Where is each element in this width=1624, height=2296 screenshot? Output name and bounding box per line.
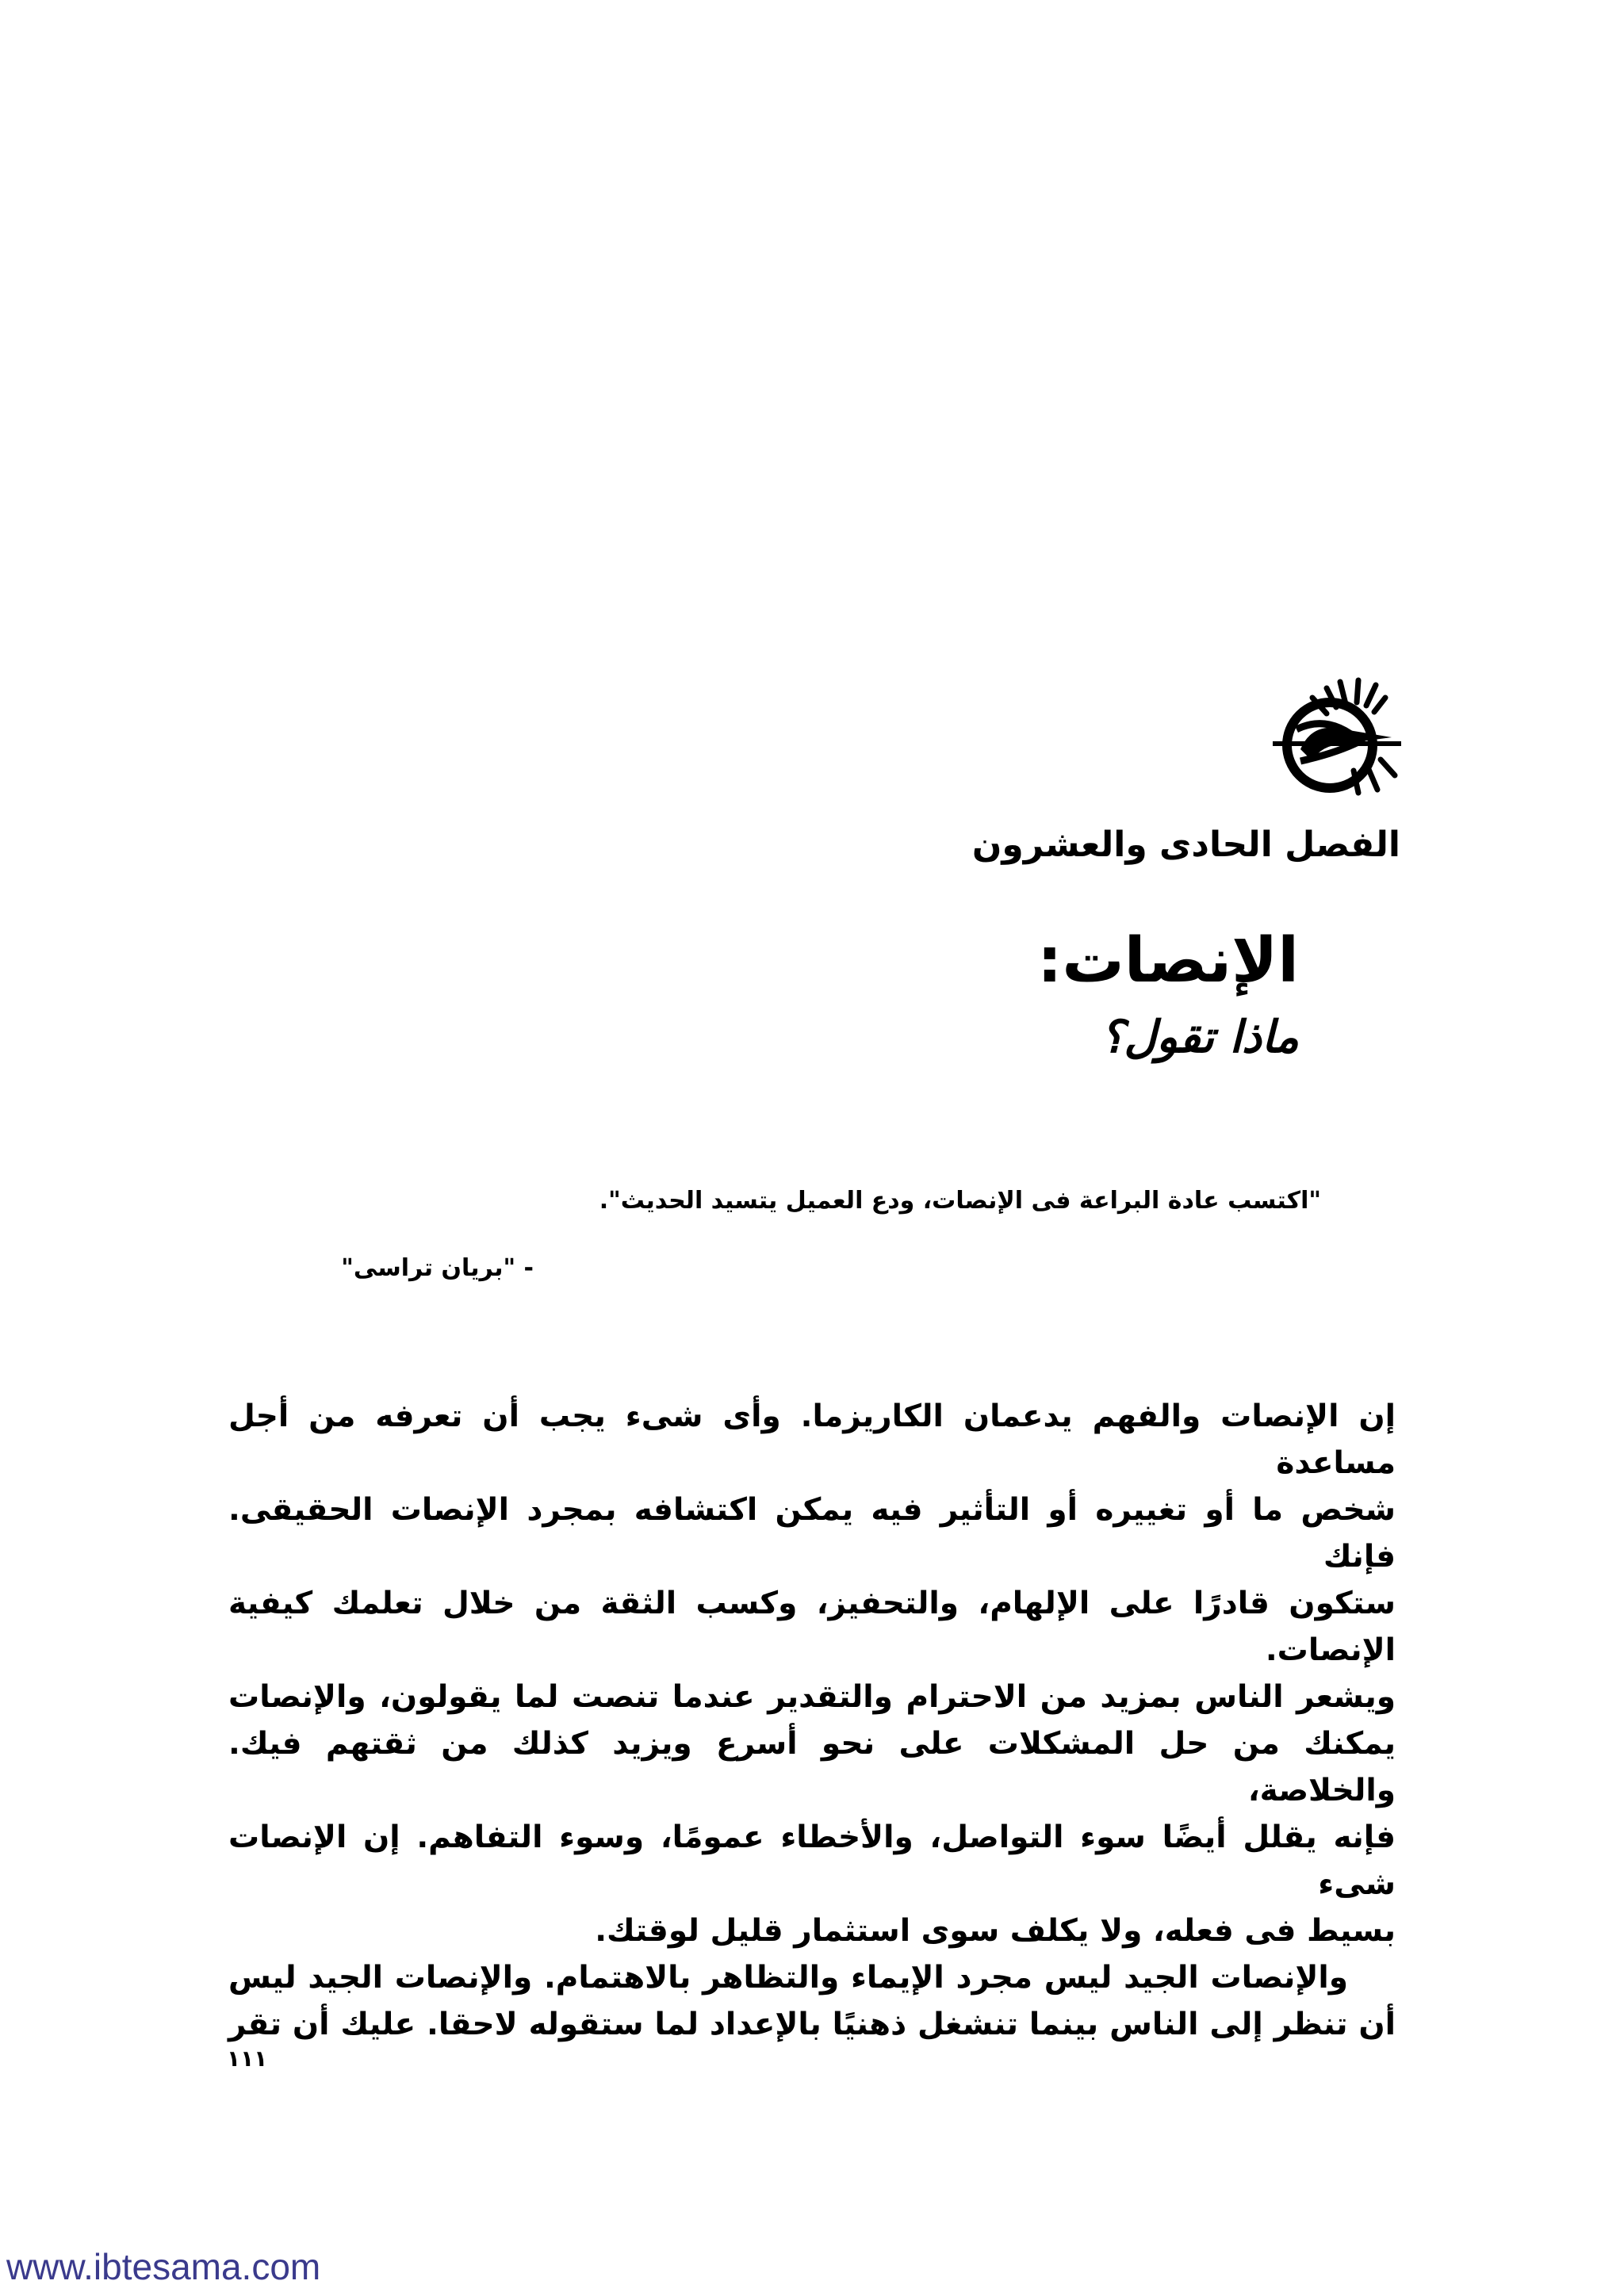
- body-line: يمكنك من حل المشكلات على نحو أسرع ويزيد كذلك من ثقتهم فيك. والخلاصة،: [228, 1726, 1396, 1808]
- body-line: إن الإنصات والفهم يدعمان الكاريزما. وأى شىء يجب أن تعرفه من أجل مساعدة: [228, 1399, 1396, 1481]
- page-number: ١١١: [227, 2045, 268, 2072]
- body-line: والإنصات الجيد ليس مجرد الإيماء والتظاهر بالاهتمام. والإنصات الجيد ليس: [228, 1960, 1348, 1996]
- body-line: فإنه يقلل أيضًا سوء التواصل، والأخطاء عمومًا، وسوء التفاهم. إن الإنصات شىء: [228, 1820, 1396, 1902]
- epigraph-author: - "بريان تراسى": [341, 1254, 534, 1282]
- chapter-title: الإنصات:: [1037, 925, 1299, 997]
- body-line: شخص ما أو تغييره أو التأثير فيه يمكن اكتشافه بمجرد الإنصات الحقيقى. فإنك: [228, 1492, 1396, 1575]
- body-text: [228, 1393, 1396, 2048]
- watermark-link[interactable]: www.ibtesama.com: [6, 2246, 321, 2287]
- chapter-subtitle: ماذا تقول؟: [1100, 1012, 1299, 1063]
- chapter-emblem-icon: [1265, 674, 1404, 801]
- epigraph-quote: "اكتسب عادة البراعة فى الإنصات، ودع العميل يتسيد الحديث".: [599, 1187, 1321, 1215]
- chapter-label: الفصل الحادى والعشرون: [971, 825, 1400, 865]
- body-line: أن تنظر إلى الناس بينما تنشغل ذهنيًا بالإعداد لما ستقوله لاحقا. عليك أن تقر: [228, 2007, 1396, 2042]
- body-line: ويشعر الناس بمزيد من الاحترام والتقدير عندما تنصت لما يقولون، والإنصات: [228, 1679, 1396, 1715]
- body-line: بسيط فى فعله، ولا يكلف سوى استثمار قليل لوقتك.: [595, 1913, 1396, 1949]
- body-line: ستكون قادرًا على الإلهام، والتحفيز، وكسب الثقة من خلال تعلمك كيفية الإنصات.: [228, 1586, 1396, 1668]
